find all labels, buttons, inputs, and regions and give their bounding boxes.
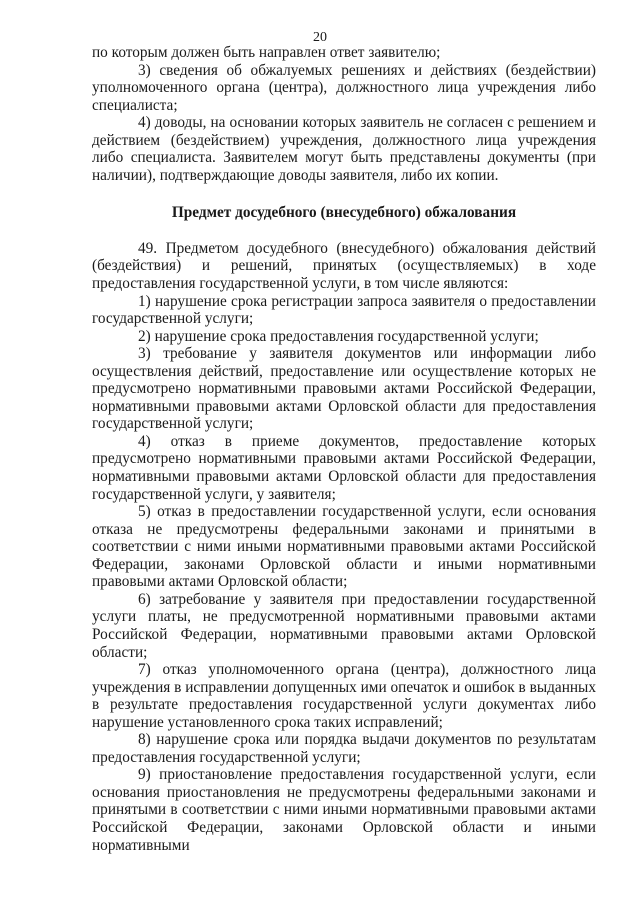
list-item-2: 2) нарушение срока предоставления государственной услуги; — [138, 327, 539, 345]
paragraph-49: 49. Предметом досудебного (внесудебного) обжалования действий (бездействия) и решений, принятых (осуществляемых) в ходе предоставления государственной услуги, в том числе являются: — [92, 239, 596, 293]
list-item-7: 7) отказ уполномоченного органа (центра), должностного лица учреждения в исправлении допущенных ими опечаток и ошибок в выданных в результате предоставления государственной услуги документах либо нарушение установленного срока таких исправлений; — [92, 661, 596, 731]
paragraph-continuation: по которым должен быть направлен ответ заявителю; — [92, 44, 441, 61]
list-item-4: 4) отказ в приеме документов, предоставление которых предусмотрено нормативными правовыми актами Российской Федерации, нормативными правовыми актами Орловской области для предоставления государственной услуги, у заявителя; — [92, 432, 596, 503]
section-heading: Предмет досудебного (внесудебного) обжалования — [171, 204, 517, 222]
page-number: 20 — [313, 30, 327, 45]
list-item-1: 1) нарушение срока регистрации запроса заявителя о предоставлении государственной услуги; — [92, 292, 596, 328]
list-item-5: 5) отказ в предоставлении государственной услуги, если основания отказа не предусмотрены федеральными законами и принятыми в соответствии с ними иными нормативными правовыми актами Российской Федерации, законами Орловской области и иными нормативными правовыми актами Орловской области; — [92, 503, 596, 591]
list-item-6: 6) затребование у заявителя при предоставлении государственной услуги платы, не предусмотренной нормативными правовыми актами Российской Федерации, нормативными правовыми актами Орловской области; — [92, 590, 596, 661]
paragraph-item-4: 4) доводы, на основании которых заявитель не согласен с решением и действием (бездействием) учреждения, должностного лица учреждения либо специалиста. Заявителем могут быть представлены документы (при наличии), подтверждающие доводы заявителя, либо их копии. — [92, 114, 596, 184]
document-body — [92, 44, 596, 854]
paragraph-item-3: 3) сведения об обжалуемых решениях и действиях (бездействии) уполномоченного органа (центра), должностного лица учреждения либо специалиста; — [92, 61, 596, 114]
list-item-8: 8) нарушение срока или порядка выдачи документов по результатам предоставления государственной услуги; — [92, 731, 596, 766]
list-item-3: 3) требование у заявителя документов или информации либо осуществления действий, предоставление или осуществление которых не предусмотрено нормативными правовыми актами Российской Федерации, нормативными правовыми актами Орловской области для предоставления государственной услуги; — [92, 345, 596, 433]
list-item-9: 9) приостановление предоставления государственной услуги, если основания приостановления не предусмотрены федеральными законами и принятыми в соответствии с ними иными нормативными правовыми актами Российской Федерации, законами Орловской области и иными нормативными — [92, 766, 596, 854]
